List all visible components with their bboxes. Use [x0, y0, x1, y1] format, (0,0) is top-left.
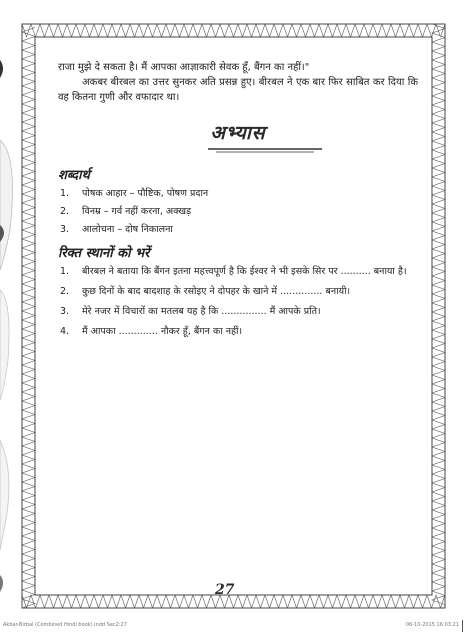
item-number: 3.: [60, 224, 70, 235]
blank-question: कुछ दिनों के बाद बादशाह के रसोइए ने दोपहर के खाने में .............. बनायी।: [82, 286, 351, 297]
glossary-heading: शब्दार्थ: [58, 168, 90, 183]
page-content: [58, 60, 418, 345]
list-item: [58, 223, 418, 237]
list-item: [58, 305, 418, 319]
item-number: 3.: [60, 306, 70, 317]
fill-blanks-list: [58, 265, 418, 339]
heading-underline: [206, 147, 324, 155]
print-footer: [3, 620, 463, 632]
page-number: 27: [215, 582, 235, 598]
footer-edge-mark: [462, 620, 463, 632]
exercise-title: अभ्यास: [210, 122, 266, 144]
item-number: 1.: [60, 266, 70, 277]
item-number: 4.: [60, 326, 70, 337]
list-item: [58, 285, 418, 299]
glossary-list: [58, 187, 418, 237]
item-number: 2.: [60, 286, 70, 297]
glossary-entry: पोषक आहार – पौष्टिक, पोषण प्रदान: [82, 188, 209, 199]
list-item: [58, 325, 418, 339]
footer-filename: Akbar-Birbal (Combined Hindi book).indd Sec2:27: [3, 622, 127, 628]
blank-question: मैं आपका ............. नौकर हूँ, बैंगन का नहीं।: [82, 326, 243, 337]
story-paragraph: अकबर बीरबल का उत्तर सुनकर अति प्रसन्न हुए। बीरबल ने एक बार फिर साबित कर दिया कि वह कितना गुणी और वफादार था।: [58, 77, 418, 103]
glossary-entry: आलोचना – दोष निकालना: [82, 224, 173, 235]
item-number: 1.: [60, 188, 70, 199]
list-item: [58, 205, 418, 219]
blank-question: मेरे नजर में विचारों का मतलब यह है कि ............... मैं आपके प्रति।: [82, 306, 321, 317]
item-number: 2.: [60, 206, 70, 217]
list-item: [58, 265, 418, 279]
footer-timestamp: 06-10-2015 16:03:21: [405, 622, 459, 628]
list-item: [58, 187, 418, 201]
blank-question: बीरबल ने बताया कि बैंगन इतना महत्त्वपूर्ण है कि ईश्वर ने भी इसके सिर पर .......... बनाया है।: [82, 266, 407, 277]
glossary-entry: विनम्र – गर्व नहीं करना, अक्खड़: [82, 206, 192, 217]
story-line-1: राजा मुझे दे सकता है। मैं आपका आज्ञाकारी सेवक हूँ, बैंगन का नहीं।": [58, 62, 310, 73]
fill-blanks-heading: रिक्त स्थानों को भरें: [58, 246, 150, 261]
exercise-heading-block: [58, 119, 418, 159]
